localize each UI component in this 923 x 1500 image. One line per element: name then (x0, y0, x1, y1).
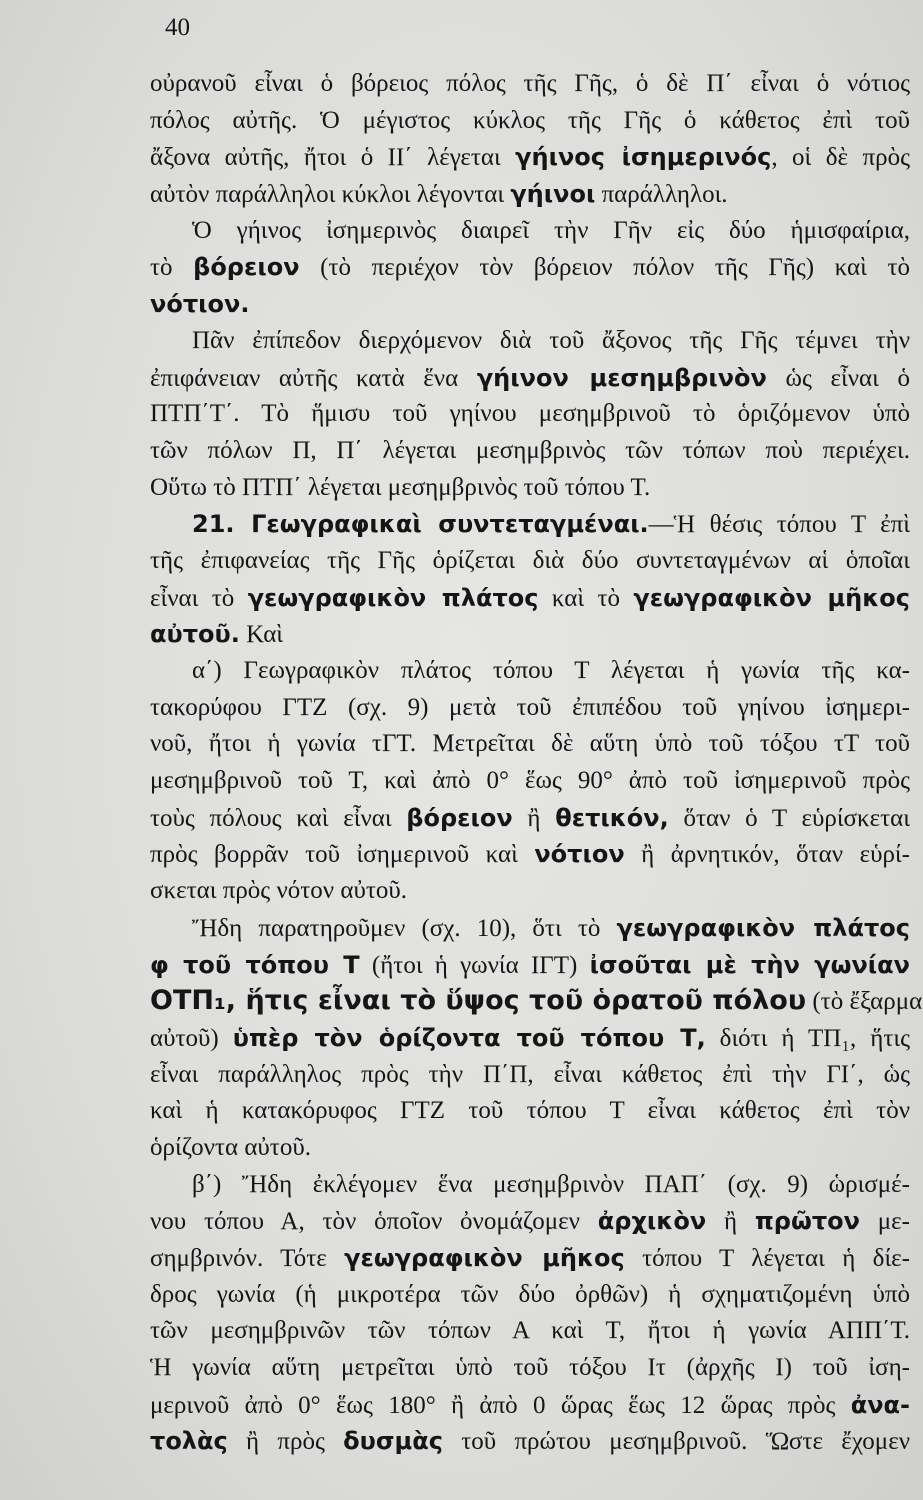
bold-term: γεωγραφικὸν μῆκος (344, 1244, 625, 1272)
text-run: Πᾶν ἐπίπεδον διερχόμενον διὰ τοῦ ἄξονος τῆς Γῆς τέμνει τὴν (192, 326, 910, 354)
text-line (150, 396, 910, 433)
bold-term: γήινος ἰσημερινός (515, 143, 772, 172)
text-run: ἢ ἀρνητικόν, ὅταν εὑρί- (624, 841, 910, 869)
bold-term: βόρειον (193, 253, 300, 282)
text-run: τόπου Τ λέγεται ἡ δίε- (624, 1245, 910, 1272)
text-line (150, 360, 910, 397)
text-run: διότι ἡ ΤΠ₁, ἥτις (705, 1024, 910, 1052)
text-line (150, 836, 910, 873)
text-run: β΄) Ἤδη ἐκλέγομεν ἕνα μεσημβρινὸν ΠΑΠ΄ (σχ. 9) ὡρισμέ- (192, 1170, 910, 1198)
text-run: σημβρινόν. Τότε (150, 1245, 345, 1272)
text-run: , οἱ δὲ πρὸς (771, 144, 910, 172)
bold-term: ὑπὲρ τὸν ὁρίζοντα τοῦ τόπου Τ, (232, 1023, 706, 1052)
text-line (150, 506, 910, 543)
text-line (150, 1020, 910, 1057)
text-run: Ἤδη παρατηροῦμεν (σχ. 10), ὅτι τὸ (192, 914, 617, 942)
text-line (150, 1387, 910, 1424)
text-line (150, 616, 910, 653)
text-run: οὐρανοῦ εἶναι ὁ βόρειος πόλος τῆς Γῆς, ὁ δὲ Π΄ εἶναι ὁ νότιος (150, 70, 910, 97)
text-line (150, 1203, 910, 1240)
text-line (150, 543, 910, 580)
text-run: καὶ τὸ (538, 584, 634, 612)
text-line (150, 653, 910, 690)
text-run: ὡς εἶναι ὁ (766, 364, 910, 392)
bold-term: πρῶτον (754, 1207, 860, 1236)
text-run: ἢ (706, 1208, 755, 1236)
text-run: (τὸ περιέχον τὸν βόρειον πόλον τῆς Γῆς) καὶ τὸ (299, 254, 911, 282)
text-run: ΠΤΠ΄Τ΄. Τὸ ἥμισυ τοῦ γηίνου μεσημβρινοῦ τὸ ὁριζόμενον ὑπὸ (150, 400, 910, 428)
text-line (150, 1093, 910, 1130)
text-line (150, 690, 910, 727)
bold-term: τολὰς (150, 1427, 228, 1456)
text-run: (τὸ ἔξαρμα (806, 988, 923, 1016)
text-run: ὁρίζοντα αὐτοῦ. (150, 1133, 311, 1161)
bold-term: βόρειον (406, 803, 513, 832)
text-line (150, 910, 910, 947)
text-run: παράλληλοι. (595, 181, 728, 209)
text-run: εἶναι τὸ (150, 584, 248, 612)
text-run: ἢ (512, 804, 556, 832)
text-run: τῆς ἐπιφανείας τῆς Γῆς ὁρίζεται διὰ δύο συντεταγμένων αἱ ὁποῖαι (150, 546, 910, 574)
text-run: τὸ (150, 254, 194, 282)
text-line (150, 947, 910, 984)
text-run: νου τόπου Α, τὸν ὁποῖον ὀνομάζομεν (150, 1208, 598, 1236)
bold-term: δυσμὰς (343, 1427, 443, 1456)
text-line (150, 1167, 910, 1204)
text-run: δρος γωνία (ἡ μικροτέρα τῶν δύο ὀρθῶν) ἡ σχηματιζομένη ὑπὸ (150, 1280, 910, 1308)
text-run: τοὺς πόλους καὶ εἶναι (150, 804, 407, 832)
bold-term: 21. Γεωγραφικαὶ συντεταγμέναι. (192, 510, 649, 539)
text-line (150, 1313, 910, 1350)
text-run: ἐπιφάνειαν αὐτῆς κατὰ ἕνα (150, 364, 477, 392)
bold-term: ΟΤΠ₁, ἥτις εἶναι τὸ ὕψος τοῦ ὁρατοῦ πόλου (150, 985, 807, 1017)
text-run: αὐτοῦ) (150, 1024, 233, 1052)
text-run: —Ἡ θέσις τόπου Τ ἐπὶ (648, 511, 910, 539)
text-run: Ἡ γωνία αὕτη μετρεῖται ὑπὸ τοῦ τόξου Ιτ (ἀρχῆς Ι) τοῦ ἰση- (150, 1354, 910, 1382)
bold-term: νότιον. (150, 290, 250, 319)
text-run: νοῦ, ἤτοι ἡ γωνία τΓΤ. Μετρεῖται δὲ αὕτη ὑπὸ τοῦ τόξου τΤ τοῦ (150, 730, 910, 758)
text-line (150, 139, 910, 176)
text-line (150, 1277, 910, 1314)
text-line (150, 176, 910, 213)
text-line (150, 103, 910, 140)
bold-term: φ τοῦ τόπου Τ (150, 950, 360, 979)
bold-term: γήινοι (510, 180, 596, 209)
text-run: πρὸς βορρᾶν τοῦ ἰσημερινοῦ καὶ (150, 841, 535, 869)
text-line (150, 763, 910, 800)
text-run: μεσημβρινοῦ τοῦ Τ, καὶ ἀπὸ 0° ἕως 90° ἀπὸ τοῦ ἰσημερινοῦ πρὸς (150, 767, 910, 795)
text-line (150, 213, 910, 250)
bold-term: ἰσοῦται μὲ τὴν γωνίαν (589, 950, 910, 979)
text-line (150, 66, 910, 103)
text-line (150, 873, 910, 910)
bold-term: θετικόν, (555, 803, 669, 832)
bold-term: γήινον μεσημβρινὸν (476, 363, 767, 392)
bold-term: γεωγραφικὸν πλάτος (247, 583, 539, 612)
text-run: Ὁ γήινος ἰσημερινὸς διαιρεῖ τὴν Γῆν εἰς δύο ἡμισφαίρια, (192, 216, 910, 244)
text-line (150, 983, 923, 1020)
bold-term: νότιον (534, 840, 625, 869)
text-run: τῶν πόλων Π, Π΄ λέγεται μεσημβρινὸς τῶν τόπων ποὺ περιέχει. (150, 436, 910, 464)
text-line (150, 1130, 910, 1167)
text-line (150, 470, 910, 507)
text-run: ἄξονα αὐτῆς, ἤτοι ὁ ΙΙ΄ λέγεται (150, 144, 516, 172)
text-run: τακορύφου ΓΤΖ (σχ. 9) μετὰ τοῦ ἐπιπέδου τοῦ γηίνου ἰσημερι- (150, 693, 910, 721)
text-run: τῶν μεσημβρινῶν τῶν τόπων Α καὶ Τ, ἤτοι ἡ γωνία ΑΠΠ΄Τ. (150, 1317, 910, 1345)
text-line (150, 433, 910, 470)
text-run: Οὕτω τὸ ΠΤΠ΄ λέγεται μεσημβρινὸς τοῦ τόπου Τ. (150, 473, 651, 501)
text-run: μερινοῦ ἀπὸ 0° ἕως 180° ἢ ἀπὸ 0 ὥρας ἕως 12 ὥρας πρὸς (150, 1391, 851, 1419)
text-run: καὶ ἡ κατακόρυφος ΓΤΖ τοῦ τόπου Τ εἶναι κάθετος ἐπὶ τὸν (150, 1097, 910, 1125)
text-line (150, 1240, 910, 1277)
bold-term: ἀρχικὸν (597, 1207, 707, 1236)
bold-term: ἀνα- (850, 1390, 910, 1419)
text-run: ὅταν ὁ Τ εὑρίσκεται (668, 804, 910, 832)
text-line (150, 800, 910, 837)
text-run: αὐτὸν παράλληλοι κύκλοι λέγονται (150, 181, 511, 209)
page-number: 40 (165, 14, 190, 41)
text-line (150, 580, 910, 617)
text-line (150, 1057, 910, 1094)
text-run: Καὶ (239, 621, 284, 649)
text-run: ἢ πρὸς (227, 1428, 344, 1456)
bold-term: γεωγραφικὸν πλάτος (616, 913, 910, 942)
text-run: α΄) Γεωγραφικὸν πλάτος τόπου Τ λέγεται ἡ γωνία τῆς κα- (192, 657, 910, 684)
text-line (150, 286, 910, 323)
bold-term: γεωγραφικὸν μῆκος (633, 583, 910, 612)
text-run: (ἤτοι ἡ γωνία ΙΓΤ) (359, 951, 590, 979)
bold-term: αὐτοῦ. (150, 620, 240, 649)
text-line (150, 1423, 910, 1460)
text-line (150, 726, 910, 763)
text-run: εἶναι παράλληλος πρὸς τὴν Π΄Π, εἶναι κάθετος ἐπὶ τὴν ΓΙ΄, ὡς (150, 1060, 910, 1088)
text-run: τοῦ πρώτου μεσημβρινοῦ. Ὥστε ἔχομεν (442, 1428, 910, 1456)
text-run: σκεται πρὸς νότον αὐτοῦ. (150, 877, 407, 905)
body-text (150, 66, 923, 1460)
text-run: πόλος αὐτῆς. Ὁ μέγιστος κύκλος τῆς Γῆς ὁ κάθετος ἐπὶ τοῦ (150, 106, 910, 134)
text-line (150, 249, 910, 286)
text-line (150, 323, 910, 360)
text-line (150, 1350, 910, 1387)
text-run: με- (860, 1208, 911, 1236)
